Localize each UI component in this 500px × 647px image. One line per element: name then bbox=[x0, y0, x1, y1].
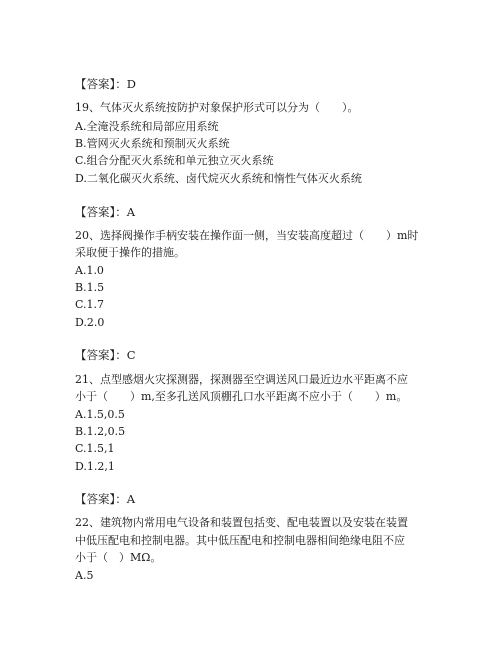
question-text: 21、点型感烟火灾探测器，探测器至空调送风口最近边水平距离不应 bbox=[75, 373, 408, 386]
answer-label: 【答案】：D bbox=[75, 77, 136, 91]
answer-label: 【答案】：A bbox=[75, 205, 136, 219]
option-b: B.1.5 bbox=[75, 281, 105, 294]
option-d: D.2.0 bbox=[75, 316, 105, 329]
question-text: 中低压配电和控制电器。其中低压配电和控制电器相间绝缘电阻不应 bbox=[75, 534, 405, 547]
question-text: 20、选择阀操作手柄安装在操作面一侧，当安装高度超过（ ）m时 bbox=[75, 229, 419, 242]
question-text: 小于（ ）m,至多孔送风顶棚孔口水平距离不应小于（ ）m。 bbox=[75, 390, 408, 403]
option-a: A.1.0 bbox=[75, 264, 104, 277]
option-d: D.1.2,1 bbox=[75, 460, 115, 473]
option-a: A.全淹没系统和局部应用系统 bbox=[75, 120, 219, 133]
question-text: 小于（ ）MΩ。 bbox=[75, 551, 162, 564]
option-c: C.组合分配灭火系统和单元独立灭火系统 bbox=[75, 154, 274, 167]
option-c: C.1.7 bbox=[75, 298, 105, 311]
question-text: 19、气体灭火系统按防护对象保护形式可以分为（ ）。 bbox=[75, 101, 359, 114]
option-a: A.1.5,0.5 bbox=[75, 408, 125, 421]
question-text: 22、建筑物内常用电气设备和装置包括变、配电装置以及安装在装置 bbox=[75, 516, 408, 529]
answer-label: 【答案】：A bbox=[75, 492, 136, 506]
option-c: C.1.5,1 bbox=[75, 442, 115, 455]
option-d: D.二氧化碳灭火系统、卤代烷灭火系统和惰性气体灭火系统 bbox=[75, 172, 362, 185]
answer-label: 【答案】：C bbox=[75, 348, 136, 362]
option-b: B.管网灭火系统和预制灭火系统 bbox=[75, 137, 230, 150]
option-b: B.1.2,0.5 bbox=[75, 425, 126, 438]
question-text: 采取便于操作的措施。 bbox=[75, 246, 185, 259]
option-a: A.5 bbox=[75, 569, 94, 582]
